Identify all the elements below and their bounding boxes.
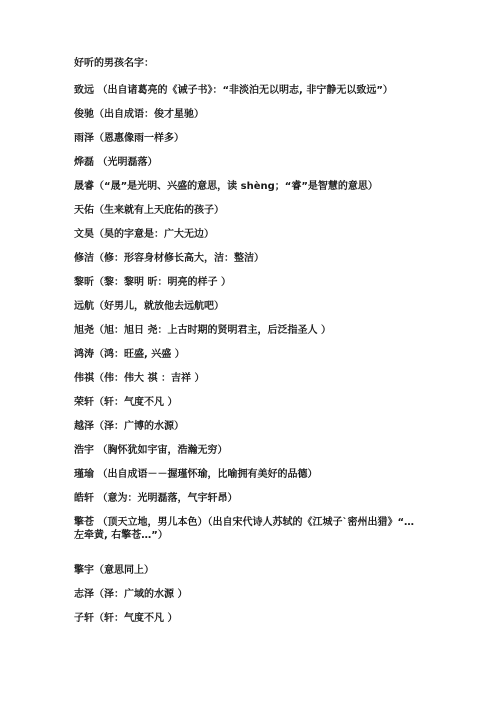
name-entry: 修洁（修：形容身材修长高大，洁：整洁） xyxy=(74,253,264,264)
name-entry: 俊驰（出自成语：俊才星驰） xyxy=(74,109,204,120)
name-entry: 致远 （出自诸葛亮的《诫子书》：“非淡泊无以明志, 非宁静无以致远”） xyxy=(74,85,393,96)
name-entry: 擎苍 （顶天立地，男儿本色）（出自宋代诗人苏轼的《江城子`密州出猎》“…左牵黄, 右擎苍…”） xyxy=(74,517,415,541)
name-entry: 伟祺（伟：伟大 祺 ：吉祥 ） xyxy=(74,373,205,384)
name-entry: 越泽（泽：广博的水源） xyxy=(74,421,184,432)
name-entry: 晟睿（“晟”是光明、兴盛的意思，读 shèng；“睿”是智慧的意思） xyxy=(74,181,378,192)
name-entry: 擎宇（意思同上） xyxy=(74,565,154,576)
name-entry: 浩宇 （胸怀犹如宇宙，浩瀚无穷） xyxy=(74,445,228,456)
name-entry: 远航（好男儿，就放他去远航吧） xyxy=(74,301,224,312)
name-entry: 雨泽（恩惠像雨一样多） xyxy=(74,133,184,144)
document-title: 好听的男孩名字： xyxy=(74,58,154,69)
name-entry: 旭尧（旭：旭日 尧：上古时期的贤明君主，后泛指圣人 ） xyxy=(74,325,331,336)
name-entry: 皓轩 （意为：光明磊落，气宇轩昂） xyxy=(74,493,238,504)
name-entry: 子轩（轩：气度不凡 ） xyxy=(74,613,178,624)
name-entry: 天佑（生来就有上天庇佑的孩子） xyxy=(74,205,224,216)
name-entry: 烨磊 （光明磊落） xyxy=(74,157,158,168)
name-entry: 黎昕（黎：黎明 昕：明亮的样子 ） xyxy=(74,277,231,288)
name-entry: 志泽（泽：广域的水源 ） xyxy=(74,589,188,600)
name-entry: 荣轩（轩：气度不凡 ） xyxy=(74,397,178,408)
name-entry: 瑾瑜 （出自成语－－握瑾怀瑜，比喻拥有美好的品德） xyxy=(74,469,318,480)
name-entry: 鸿涛（鸿：旺盛, 兴盛 ） xyxy=(74,349,185,360)
name-entry: 文昊（昊的字意是：广大无边） xyxy=(74,229,214,240)
